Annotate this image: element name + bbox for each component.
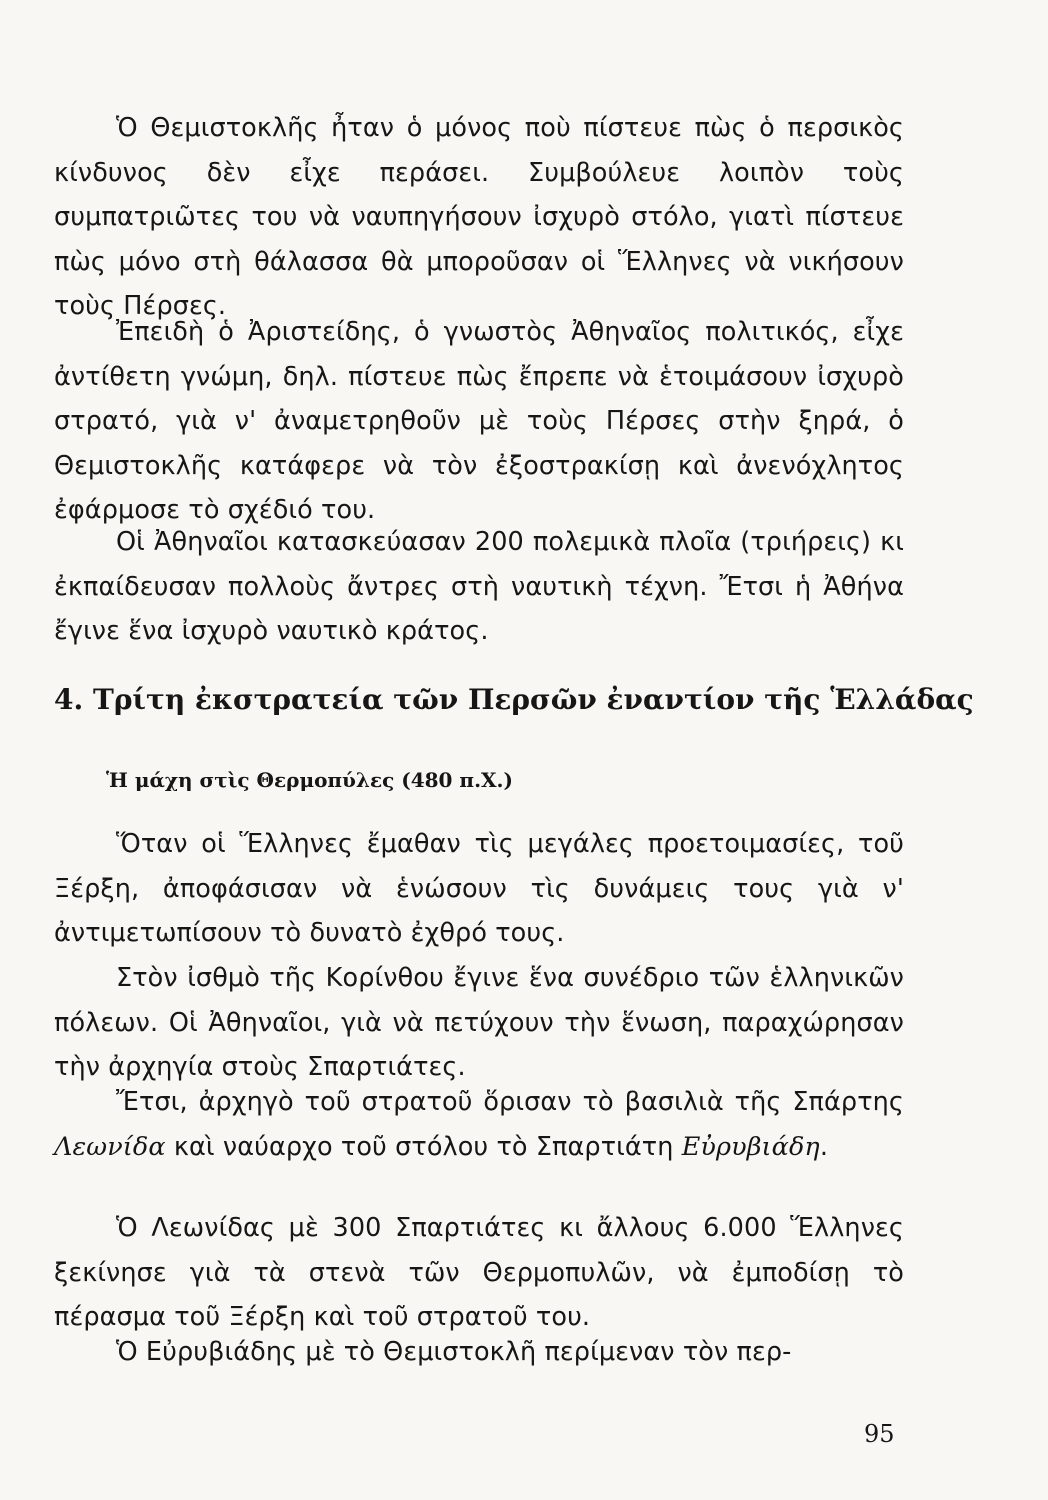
section-heading: 4. Τρίτη ἐκστρατεία τῶν Περσῶν ἐναντίον τῆς Ἑλλάδας (54, 683, 974, 716)
paragraph-athenian-fleet: Οἱ Ἀθηναῖοι κατασκεύασαν 200 πολεμικὰ πλοῖα (τριήρεις) κι ἐκπαίδευσαν πολλοὺς ἄντρες στὴ ναυτικὴ τέχνη. Ἔτσι ἡ Ἀθήνα ἔγινε ἕνα ἰσχυρὸ ναυτικὸ κράτος. (54, 527, 904, 646)
name-leonidas: Λεωνίδα (54, 1131, 166, 1162)
name-eurybiades: Εὐρυβιάδη (681, 1131, 820, 1162)
paragraph-leaders (54, 1080, 904, 1169)
leaders-text-middle: καὶ ναύαρχο τοῦ στόλου τὸ Σπαρτιάτη (165, 1131, 682, 1162)
page-number: 95 (864, 1420, 895, 1448)
paragraph-preparations: Ὅταν οἱ Ἕλληνες ἔμαθαν τὶς μεγάλες προετοιμασίες, τοῦ Ξέρξη, ἀποφάσισαν νὰ ἑνώσουν τὶς δυνάμεις τους γιὰ ν' ἀντιμετωπίσουν τὸ δυνατὸ ἐχθρό τους. (54, 829, 904, 948)
paragraph-aristeides: Ἐπειδὴ ὁ Ἀριστείδης, ὁ γνωστὸς Ἀθηναῖος πολιτικός, εἶχε ἀντίθετη γνώμη, δηλ. πίστευε πὼς ἔπρεπε νὰ ἑτοιμάσουν ἰσχυρὸ στρατό, γιὰ ν' ἀναμετρηθοῦν μὲ τοὺς Πέρσες στὴν ξηρά, ὁ Θεμιστοκλῆς κατάφερε νὰ τὸν ἐξοστρακίσῃ καὶ ἀνενόχλητος ἐφάρμοσε τὸ σχέδιό του. (54, 317, 904, 525)
paragraph-eurybiades: Ὁ Εὐρυβιάδης μὲ τὸ Θεμιστοκλῆ περίμεναν τὸν περ- (116, 1337, 792, 1367)
paragraph-leonidas-march: Ὁ Λεωνίδας μὲ 300 Σπαρτιάτες κι ἄλλους 6.000 Ἕλληνες ξεκίνησε γιὰ τὰ στενὰ τῶν Θερμοπυλῶν, νὰ ἐμποδίσῃ τὸ πέρασμα τοῦ Ξέρξη καὶ τοῦ στρατοῦ του. (54, 1213, 904, 1332)
sub-heading: Ἡ μάχη στὶς Θερμοπύλες (480 π.Χ.) (106, 768, 513, 792)
leaders-text-start: Ἔτσι, ἀρχηγὸ τοῦ στρατοῦ ὅρισαν τὸ βασιλιὰ τῆς Σπάρτης (116, 1087, 904, 1117)
paragraph-corinth-congress: Στὸν ἰσθμὸ τῆς Κορίνθου ἔγινε ἕνα συνέδριο τῶν ἑλληνικῶν πόλεων. Οἱ Ἀθηναῖοι, γιὰ νὰ πετύχουν τὴν ἕνωση, παραχώρησαν τὴν ἀρχηγία στοὺς Σπαρτιάτες. (54, 963, 904, 1082)
paragraph-themistocles: Ὁ Θεμιστοκλῆς ἦταν ὁ μόνος ποὺ πίστευε πὼς ὁ περσικὸς κίνδυνος δὲν εἶχε περάσει. Συμβούλευε λοιπὸν τοὺς συμπατριῶτες του νὰ ναυπηγήσουν ἰσχυρὸ στόλο, γιατὶ πίστευε πὼς μόνο στὴ θάλασσα θὰ μποροῦσαν οἱ Ἕλληνες νὰ νικήσουν τοὺς Πέρσες. (54, 113, 904, 321)
leaders-text-end: . (819, 1131, 829, 1162)
